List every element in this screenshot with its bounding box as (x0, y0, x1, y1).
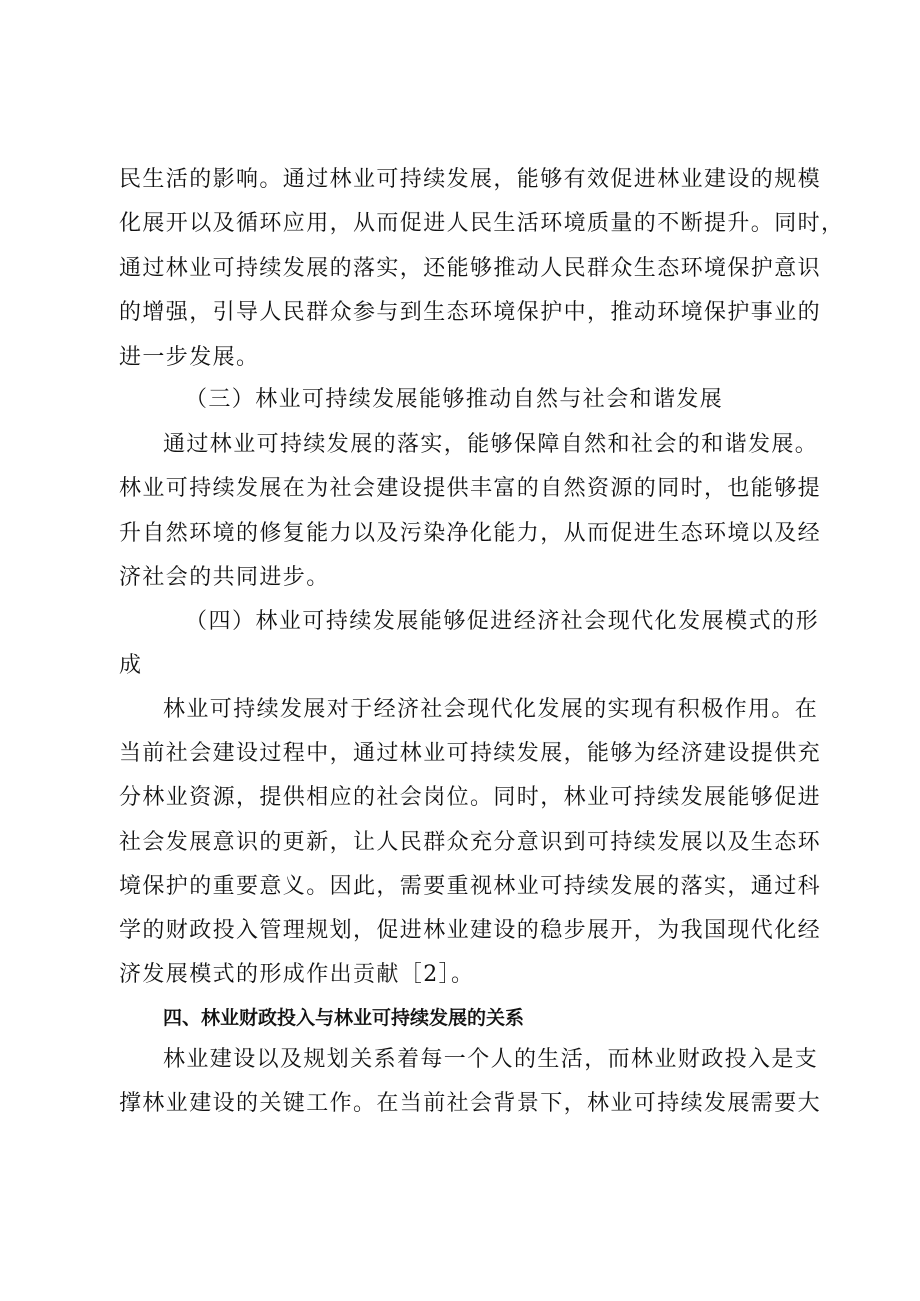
paragraph-line: 境保护的重要意义。因此，需要重视林业可持续发展的落实，通过科 (119, 874, 822, 899)
section-subheading-3: （三）林业可持续发展能够推动自然与社会和谐发展 (185, 387, 724, 412)
paragraph-line-first: 林业建设以及规划关系着每一个人的生活，而林业财政投入是支 (163, 1047, 819, 1072)
paragraph-line-end: 济社会的共同进步。 (119, 565, 330, 590)
paragraph-line: 通过林业可持续发展的落实，还能够推动人民群众生态环境保护意识 (119, 256, 822, 281)
paragraph-line: 化展开以及循环应用，从而促进人民生活环境质量的不断提升。同时， (119, 211, 845, 236)
paragraph-line: 撑林业建设的关键工作。在当前社会背景下，林业可持续发展需要大 (119, 1091, 822, 1116)
paragraph-line: 的增强，引导人民群众参与到生态环境保护中，推动环境保护事业的 (119, 300, 822, 325)
paragraph-line: 分林业资源，提供相应的社会岗位。同时，林业可持续发展能够促进 (119, 785, 822, 810)
paragraph-line: 升自然环境的修复能力以及污染净化能力，从而促进生态环境以及经 (119, 521, 822, 546)
paragraph-line: 林业可持续发展在为社会建设提供丰富的自然资源的同时，也能够提 (119, 476, 822, 501)
paragraph-line-first: 通过林业可持续发展的落实，能够保障自然和社会的和谐发展。 (163, 432, 819, 457)
paragraph-line: 民生活的影响。通过林业可持续发展，能够有效促进林业建设的规模 (119, 167, 822, 192)
section-subheading-4: （四）林业可持续发展能够促进经济社会现代化发展模式的形 (185, 609, 819, 634)
section-subheading-4-cont: 成 (119, 653, 143, 678)
section-heading-4: 四、林业财政投入与林业可持续发展的关系 (163, 1007, 525, 1029)
paragraph-line-end: 济发展模式的形成作出贡献［2］。 (119, 962, 475, 987)
paragraph-line-end: 进一步发展。 (119, 345, 260, 370)
paragraph-line: 社会发展意识的更新，让人民群众充分意识到可持续发展以及生态环 (119, 830, 822, 855)
paragraph-line: 当前社会建设过程中，通过林业可持续发展，能够为经济建设提供充 (119, 741, 822, 766)
paragraph-line: 学的财政投入管理规划，促进林业建设的稳步展开，为我国现代化经 (119, 918, 822, 943)
paragraph-line-first: 林业可持续发展对于经济社会现代化发展的实现有积极作用。在 (163, 697, 819, 722)
